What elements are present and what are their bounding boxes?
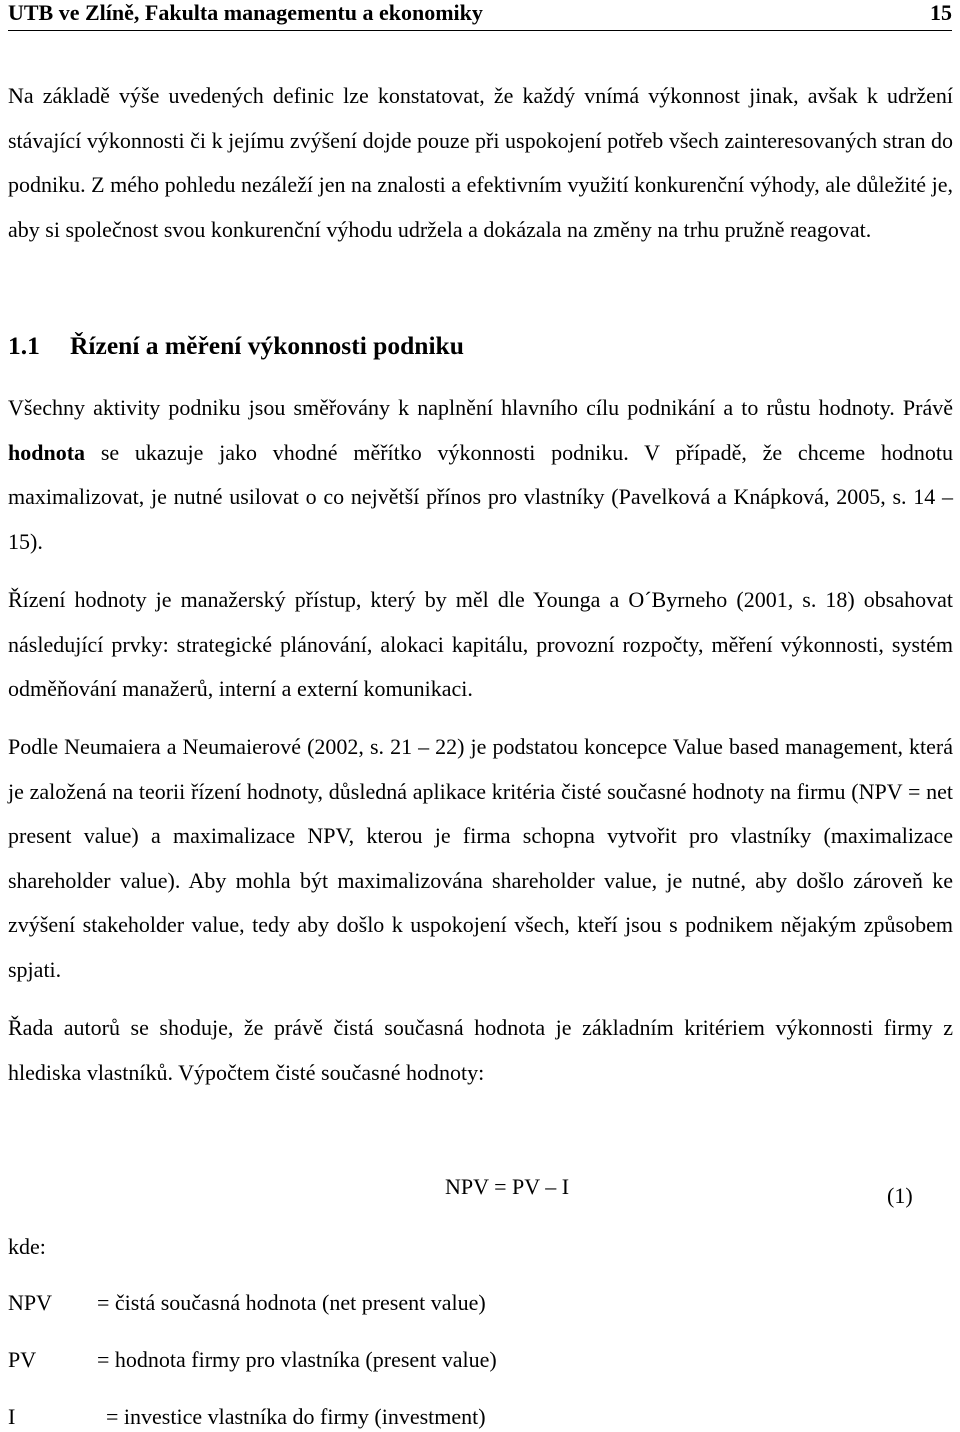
page-header — [8, 0, 952, 31]
definition-description: = čistá současná hodnota (net present value) — [97, 1290, 486, 1315]
section-heading — [8, 326, 464, 366]
where-label: kde: — [8, 1234, 46, 1259]
section-number: 1.1 — [8, 331, 40, 360]
header-title: UTB ve Zlíně, Fakulta managementu a ekonomiky — [8, 0, 483, 25]
page-number: 15 — [930, 0, 952, 25]
definition-npv — [8, 1288, 708, 1318]
paragraph-value-end: se ukazuje jako vhodné měřítko výkonnosti podniku. V případě, že chceme hodnotu maximalizovat, je nutné usilovat o co největší přínos pro vlastníky (Pavelková a Knápková, 2005, s. 14 – 15). — [8, 439, 953, 554]
paragraph-vbm: Podle Neumaiera a Neumaierové (2002, s. 21 – 22) je podstatou koncepce Value based management, která je založená na teorii řízení hodnoty, důsledná aplikace kritéria čisté současné hodnoty na firmu (NPV = net present value) a maximalizace NPV, kterou je firma schopna vytvořit pro vlastníky (maximalizace shareholder value). Aby mohla být maximalizována shareholder value, je nutné, aby došlo zároveň ke zvýšení stakeholder value, tedy aby došlo k uspokojení všech, kteří jsou s podnikem nějakým způsobem spjati. — [8, 734, 953, 982]
definition-description: = investice vlastníka do firmy (investment) — [106, 1404, 486, 1429]
definition-pv — [8, 1345, 708, 1375]
section-title: Řízení a měření výkonnosti podniku — [70, 331, 464, 360]
npv-equation: NPV = PV – I — [445, 1174, 570, 1199]
paragraph-value-management: Řízení hodnoty je manažerský přístup, který by měl dle Younga a O´Byrneho (2001, s. 18) obsahovat následující prvky: strategické plánování, alokaci kapitálu, provozní rozpočty, měření výkonnosti, systém odměňování manažerů, interní a externí komunikaci. — [8, 587, 953, 701]
definition-i — [8, 1402, 708, 1432]
paragraph-value — [8, 386, 953, 564]
definition-description: = hodnota firmy pro vlastníka (present value) — [97, 1347, 497, 1372]
definition-symbol: PV — [8, 1347, 37, 1372]
equation-number: (1) — [887, 1183, 913, 1208]
definition-symbol: NPV — [8, 1290, 53, 1315]
paragraph-value-start: Všechny aktivity podniku jsou směřovány k naplnění hlavního cílu podnikání a to růstu hodnoty. Právě — [8, 395, 953, 420]
bold-term-hodnota: hodnota — [8, 439, 86, 465]
definition-symbol: I — [8, 1404, 16, 1429]
paragraph-intro: Na základě výše uvedených definic lze konstatovat, že každý vnímá výkonnost jinak, avšak k udržení stávající výkonnosti či k jejímu zvýšení dojde pouze při uspokojení potřeb všech zainteresovaných stran do podniku. Z mého pohledu nezáleží jen na znalosti a efektivním využití konkurenční výhody, ale důležité je, aby si společnost svou konkurenční výhodu udržela a dokázala na změny na trhu pružně reagovat. — [8, 83, 953, 242]
paragraph-npv-intro: Řada autorů se shoduje, že právě čistá současná hodnota je základním kritériem výkonnosti firmy z hlediska vlastníků. Výpočtem čisté současné hodnoty: — [8, 1015, 953, 1085]
